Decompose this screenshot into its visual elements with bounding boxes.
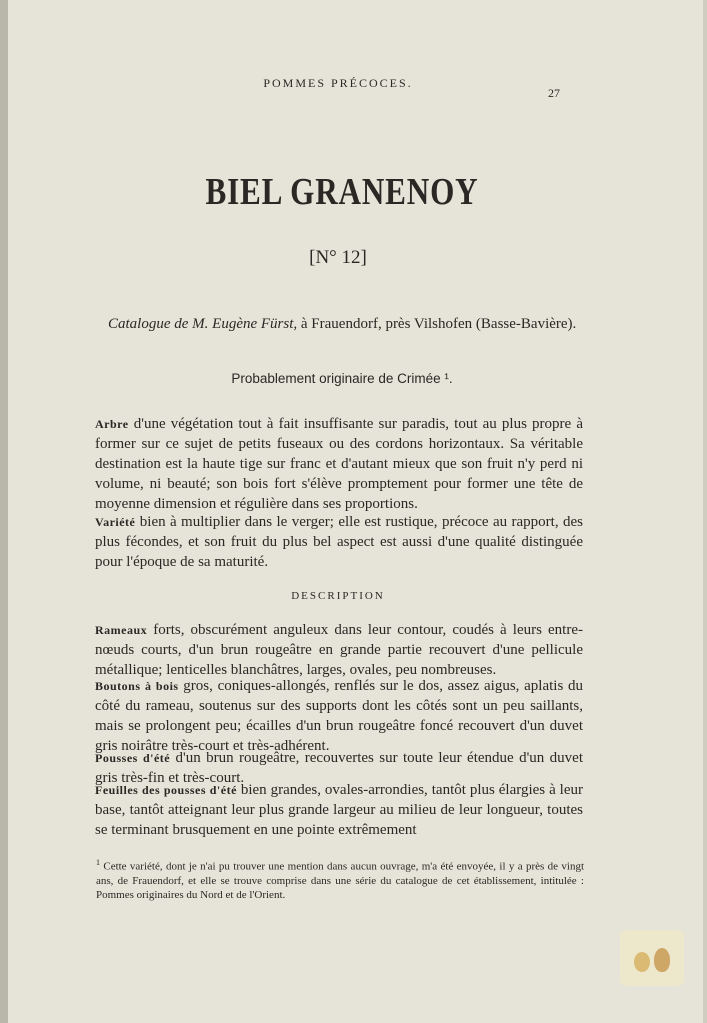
description-heading: DESCRIPTION: [291, 590, 385, 602]
description-rameaux: [95, 620, 583, 680]
running-head: POMMES PRÉCOCES.: [263, 76, 413, 90]
origin-note: Probablement originaire de Crimée ¹.: [231, 371, 453, 386]
pear-icon: [634, 952, 650, 972]
footnote-text: Cette variété, dont je n'ai pu trouver une mention dans aucun ouvrage, m'a été envoyée, il y a près de vingt ans, de Frauendorf, et elle se trouve comprise dans une série du catalogue de cet établissement, intitulée : Pommes originaires du Nord et de l'Orient.: [96, 860, 584, 901]
paragraph-arbre: [95, 414, 583, 514]
paragraph-lead: Variété: [95, 515, 136, 529]
paragraph-variete: [95, 512, 583, 572]
variety-number: [N° 12]: [309, 247, 367, 268]
description-lead: Pousses d'été: [95, 751, 171, 765]
description-text: gros, coniques-allongés, renflés sur le dos, assez aigus, aplatis du côté du rameau, soutenus sur des supports dont les côtés sont un peu saillants, mais se prolongent peu; écailles d'un brun rougeâtre foncé recouvert d'un duvet gris noirâtre très-court et très-adhérent.: [95, 678, 583, 754]
catalogue-location: à Frauendorf, près Vilshofen (Basse-Bavière).: [297, 316, 577, 332]
page-gutter: [0, 0, 8, 1023]
footnote-marker: 1: [96, 858, 100, 867]
paragraph-lead: Arbre: [95, 417, 129, 431]
description-lead: Feuilles des pousses d'été: [95, 783, 237, 797]
page-number: 27: [548, 86, 560, 100]
description-lead: Rameaux: [95, 623, 148, 637]
page-title: BIEL GRANENOY: [205, 171, 479, 213]
description-text: d'un brun rougeâtre, recouvertes sur toute leur étendue d'un duvet gris très-fin et très-court.: [95, 750, 583, 786]
description-boutons: [95, 676, 583, 756]
paragraph-text: d'une végétation tout à fait insuffisante sur paradis, tout au plus propre à former sur ce sujet de petits fuseaux ou des cordons horizontaux. Sa véritable destination est la haute tige sur franc et d'autant mieux que son fruit n'y perd ni volume, ni beauté; son bois fort s'élève promptement pour former une tête de moyenne dimension et régulière dans ses proportions.: [95, 416, 583, 512]
catalogue-source-name: Catalogue de M. Eugène Fürst,: [108, 316, 298, 332]
description-feuilles: [95, 780, 583, 840]
paragraph-text: bien à multiplier dans le verger; elle est rustique, précoce au rapport, des plus fécondes, et son fruit du plus bel aspect est aussi d'une qualité distinguée pour l'époque de sa maturité.: [95, 514, 583, 570]
pear-icon: [654, 948, 670, 972]
library-stamp-icon: [620, 930, 684, 986]
book-page: [8, 0, 703, 1023]
footnote: [96, 856, 584, 902]
description-text: forts, obscurément anguleux dans leur contour, coudés à leurs entre-nœuds courts, d'un brun rougeâtre en grande partie recouvert d'une pellicule métallique; lenticelles blanchâtres, larges, ovales, peu nombreuses.: [95, 622, 583, 678]
description-lead: Boutons à bois: [95, 679, 179, 693]
description-text: bien grandes, ovales-arrondies, tantôt plus élargies à leur base, tantôt atteignant leur plus grande largeur au milieu de leur longueur, toutes se terminant brusquement en une pointe extrêmement: [95, 782, 583, 838]
catalogue-source: [108, 316, 588, 333]
